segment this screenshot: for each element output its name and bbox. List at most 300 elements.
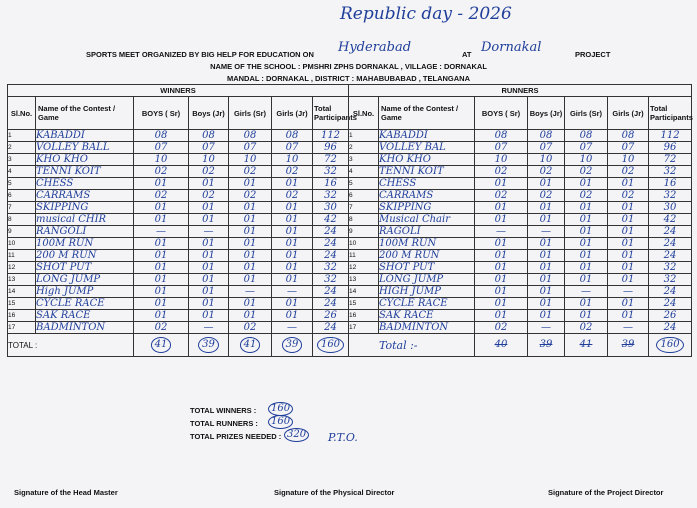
girls-jr-cell: 01 [272, 202, 313, 214]
boys-sr-cell: 02 [134, 190, 189, 202]
boys-sr-cell: 01 [475, 262, 528, 274]
girls-sr-cell: 01 [229, 202, 272, 214]
game-cell: SAK RACE [379, 310, 475, 322]
sl-cell: 14 [8, 286, 36, 298]
game-cell: CHESS [36, 178, 134, 190]
girls-sr-cell: 01 [229, 310, 272, 322]
girls-jr-cell: 01 [272, 238, 313, 250]
organizer-at: AT [462, 50, 472, 59]
girls-jr-cell: 02 [272, 190, 313, 202]
total-cell: 24 [649, 250, 692, 262]
boys-sr-cell: 10 [475, 154, 528, 166]
sl-cell: 3 [349, 154, 379, 166]
winners-total-label: TOTAL : [8, 334, 134, 357]
girls-jr-cell: 01 [272, 226, 313, 238]
boys-jr-cell: 01 [189, 298, 229, 310]
winners-total-boys-sr: 41 [134, 334, 189, 357]
table-row [8, 250, 349, 262]
boys-jr-cell: 01 [528, 238, 565, 250]
girls-jr-cell: — [272, 322, 313, 334]
total-cell: 26 [649, 310, 692, 322]
sl-cell: 13 [8, 274, 36, 286]
boys-sr-cell: 01 [475, 286, 528, 298]
boys-sr-cell: 02 [134, 166, 189, 178]
girls-sr-cell: 01 [229, 226, 272, 238]
boys-sr-cell: 01 [134, 310, 189, 322]
game-cell: TENNI KOIT [379, 166, 475, 178]
girls-sr-cell: 01 [565, 310, 608, 322]
girls-sr-cell: 02 [229, 322, 272, 334]
boys-jr-cell: 01 [528, 298, 565, 310]
girls-sr-cell: 02 [229, 166, 272, 178]
girls-sr-cell: — [229, 286, 272, 298]
girls-jr-cell: 01 [608, 214, 649, 226]
table-row [8, 142, 349, 154]
boys-sr-cell: 07 [475, 142, 528, 154]
table-row [349, 238, 692, 250]
boys-sr-cell: 01 [475, 178, 528, 190]
runners-total-boys-jr: 39 [528, 334, 565, 357]
game-cell: RANGOLI [36, 226, 134, 238]
boys-jr-cell: 10 [189, 154, 229, 166]
runners-total-girls-sr: 41 [565, 334, 608, 357]
game-cell: 200 M RUN [36, 250, 134, 262]
girls-jr-cell: 10 [272, 154, 313, 166]
boys-jr-cell: 08 [528, 130, 565, 142]
boys-jr-cell: 01 [189, 274, 229, 286]
total-cell: 112 [313, 130, 349, 142]
game-cell: 200 M RUN [379, 250, 475, 262]
sl-cell: 12 [349, 262, 379, 274]
game-cell: KABADDI [379, 130, 475, 142]
girls-jr-cell: 01 [272, 262, 313, 274]
girls-jr-cell: 01 [608, 226, 649, 238]
boys-sr-cell: 01 [475, 202, 528, 214]
winners-total-girls-sr: 41 [229, 334, 272, 357]
runners-total-all: 160 [649, 334, 692, 357]
boys-sr-cell: 07 [134, 142, 189, 154]
table-row [349, 262, 692, 274]
sl-cell: 1 [349, 130, 379, 142]
boys-jr-cell: 01 [189, 310, 229, 322]
total-cell: 24 [649, 298, 692, 310]
game-cell: Musical Chair [379, 214, 475, 226]
sl-cell: 4 [8, 166, 36, 178]
girls-sr-cell: 08 [229, 130, 272, 142]
game-cell: SAK RACE [36, 310, 134, 322]
game-cell: KHO KHO [36, 154, 134, 166]
sl-cell: 15 [8, 298, 36, 310]
girls-sr-cell: 01 [229, 250, 272, 262]
total-cell: 32 [313, 274, 349, 286]
game-cell: musical CHIR [36, 214, 134, 226]
girls-jr-cell: 01 [608, 238, 649, 250]
boys-jr-cell: 01 [528, 286, 565, 298]
girls-sr-cell: 02 [565, 166, 608, 178]
runners-boys-jr-header: Boys (Jr) [528, 97, 565, 130]
winners-total-header: Total Participants [313, 97, 349, 130]
boys-jr-cell: 01 [189, 202, 229, 214]
sl-cell: 5 [349, 178, 379, 190]
total-runners-label: TOTAL RUNNERS : [190, 419, 258, 428]
total-cell: 30 [313, 202, 349, 214]
boys-jr-cell: 01 [528, 274, 565, 286]
boys-jr-cell: 01 [189, 238, 229, 250]
boys-sr-cell: 01 [475, 250, 528, 262]
boys-sr-cell: 08 [134, 130, 189, 142]
sl-cell: 10 [8, 238, 36, 250]
total-prizes-value: 320 [284, 428, 309, 442]
total-winners-label: TOTAL WINNERS : [190, 406, 257, 415]
table-row [8, 262, 349, 274]
table-row [349, 190, 692, 202]
total-cell: 24 [313, 226, 349, 238]
table-row [349, 142, 692, 154]
game-cell: LONG JUMP [379, 274, 475, 286]
boys-jr-cell: 07 [528, 142, 565, 154]
total-cell: 26 [313, 310, 349, 322]
girls-jr-cell: 01 [608, 250, 649, 262]
game-cell: CARRAMS [379, 190, 475, 202]
boys-sr-cell: 01 [134, 238, 189, 250]
girls-jr-cell: 01 [272, 214, 313, 226]
winners-body [8, 130, 349, 334]
total-cell: 96 [649, 142, 692, 154]
game-cell: SKIPPING [36, 202, 134, 214]
sl-cell: 13 [349, 274, 379, 286]
girls-jr-cell: 01 [608, 274, 649, 286]
organizer-mandal: Dornakal [481, 40, 542, 55]
girls-sr-cell: 01 [229, 298, 272, 310]
girls-jr-cell: 01 [272, 310, 313, 322]
sl-cell: 11 [349, 250, 379, 262]
game-cell: SHOT PUT [36, 262, 134, 274]
game-cell: SKIPPING [379, 202, 475, 214]
girls-jr-cell: 01 [272, 250, 313, 262]
girls-jr-cell: 01 [608, 310, 649, 322]
girls-sr-cell: 07 [229, 142, 272, 154]
boys-sr-cell: 01 [475, 310, 528, 322]
boys-sr-cell: 01 [475, 238, 528, 250]
sl-cell: 8 [8, 214, 36, 226]
boys-jr-cell: 02 [189, 190, 229, 202]
boys-sr-cell: 01 [134, 262, 189, 274]
school-line: NAME OF THE SCHOOL : PMSHRI ZPHS DORNAKAL , VILLAGE : DORNAKAL [210, 62, 487, 71]
girls-jr-cell: 01 [608, 298, 649, 310]
organizer-suffix: PROJECT [575, 50, 611, 59]
sl-cell: 8 [349, 214, 379, 226]
boys-sr-cell: — [134, 226, 189, 238]
table-row [8, 190, 349, 202]
boys-sr-cell: 01 [134, 250, 189, 262]
girls-jr-cell: 01 [608, 178, 649, 190]
girls-sr-cell: 01 [565, 274, 608, 286]
signature-head-master: Signature of the Head Master [14, 488, 118, 497]
girls-jr-cell: 08 [608, 130, 649, 142]
runners-total-girls-jr: 39 [608, 334, 649, 357]
signature-project-director: Signature of the Project Director [548, 488, 664, 497]
boys-jr-cell: 01 [528, 202, 565, 214]
boys-sr-cell: 02 [475, 190, 528, 202]
boys-jr-cell: 01 [528, 310, 565, 322]
girls-sr-cell: 01 [229, 178, 272, 190]
girls-sr-cell: 01 [565, 238, 608, 250]
sl-cell: 16 [8, 310, 36, 322]
total-cell: 24 [649, 238, 692, 250]
total-cell: 32 [313, 262, 349, 274]
boys-jr-cell: 01 [189, 286, 229, 298]
total-cell: 16 [649, 178, 692, 190]
boys-jr-cell: 01 [189, 214, 229, 226]
total-cell: 72 [313, 154, 349, 166]
boys-sr-cell: 01 [134, 298, 189, 310]
total-cell: 112 [649, 130, 692, 142]
sl-cell: 2 [8, 142, 36, 154]
table-row [8, 238, 349, 250]
boys-sr-cell: 02 [475, 166, 528, 178]
game-cell: CARRAMS [36, 190, 134, 202]
girls-jr-cell: 08 [272, 130, 313, 142]
girls-sr-cell: 01 [565, 250, 608, 262]
girls-sr-cell: 01 [229, 274, 272, 286]
girls-sr-cell: 01 [565, 214, 608, 226]
girls-sr-cell: 02 [229, 190, 272, 202]
sl-cell: 9 [8, 226, 36, 238]
table-row [8, 310, 349, 322]
sl-cell: 14 [349, 286, 379, 298]
boys-sr-cell: 01 [134, 202, 189, 214]
boys-sr-cell: 01 [475, 274, 528, 286]
girls-jr-cell: 01 [608, 262, 649, 274]
girls-sr-cell: 01 [565, 226, 608, 238]
girls-jr-cell: 01 [608, 202, 649, 214]
table-row [349, 286, 692, 298]
winners-girls-sr-header: Girls (Sr) [229, 97, 272, 130]
table-row [8, 286, 349, 298]
total-winners-value: 160 [268, 402, 293, 416]
winners-title: WINNERS [8, 85, 349, 97]
winners-boys-jr-header: Boys (Jr) [189, 97, 229, 130]
winners-girls-jr-header: Girls (Jr) [272, 97, 313, 130]
table-row [349, 322, 692, 334]
pto-note: P.T.O. [328, 431, 358, 444]
girls-jr-cell: 07 [272, 142, 313, 154]
boys-sr-cell: 01 [134, 214, 189, 226]
table-row [349, 214, 692, 226]
game-cell: High JUMP [36, 286, 134, 298]
girls-jr-cell: 01 [272, 274, 313, 286]
total-cell: 96 [313, 142, 349, 154]
girls-sr-cell: 01 [565, 298, 608, 310]
table-row [349, 250, 692, 262]
sl-cell: 16 [349, 310, 379, 322]
total-cell: 32 [649, 274, 692, 286]
boys-sr-cell: 01 [475, 214, 528, 226]
sl-cell: 11 [8, 250, 36, 262]
runners-total-label: Total :- [349, 334, 475, 357]
boys-jr-cell: — [189, 322, 229, 334]
mandal-line: MANDAL : DORNAKAL , DISTRICT : MAHABUBABAD , TELANGANA [226, 74, 471, 83]
table-row [349, 274, 692, 286]
runners-table [348, 84, 692, 357]
winners-sl-header: Sl.No. [8, 97, 36, 130]
girls-sr-cell: 01 [229, 214, 272, 226]
boys-sr-cell: 01 [134, 178, 189, 190]
total-cell: 32 [649, 166, 692, 178]
total-cell: 24 [313, 286, 349, 298]
sl-cell: 7 [8, 202, 36, 214]
game-cell: TENNI KOIT [36, 166, 134, 178]
game-cell: 100M RUN [36, 238, 134, 250]
table-row [8, 274, 349, 286]
total-cell: 24 [313, 250, 349, 262]
table-row [349, 166, 692, 178]
table-row [8, 298, 349, 310]
game-cell: CYCLE RACE [379, 298, 475, 310]
girls-sr-cell: 01 [565, 178, 608, 190]
total-cell: 32 [313, 190, 349, 202]
sl-cell: 9 [349, 226, 379, 238]
boys-jr-cell: 01 [189, 178, 229, 190]
sl-cell: 4 [349, 166, 379, 178]
winners-total-all: 160 [313, 334, 349, 357]
girls-jr-cell: 01 [272, 298, 313, 310]
table-row [8, 202, 349, 214]
girls-sr-cell: 10 [229, 154, 272, 166]
total-prizes-label: TOTAL PRIZES NEEDED : [190, 432, 282, 441]
girls-jr-cell: 01 [272, 178, 313, 190]
boys-jr-cell: 07 [189, 142, 229, 154]
boys-jr-cell: 01 [528, 262, 565, 274]
table-row [8, 178, 349, 190]
girls-sr-cell: — [565, 286, 608, 298]
sl-cell: 7 [349, 202, 379, 214]
game-cell: BADMINTON [379, 322, 475, 334]
game-cell: VOLLEY BAL [379, 142, 475, 154]
sl-cell: 10 [349, 238, 379, 250]
runners-girls-sr-header: Girls (Sr) [565, 97, 608, 130]
sl-cell: 2 [349, 142, 379, 154]
table-row [349, 178, 692, 190]
runners-game-header: Name of the Contest / Game [379, 97, 475, 130]
girls-sr-cell: 01 [229, 238, 272, 250]
sl-cell: 3 [8, 154, 36, 166]
girls-jr-cell: — [608, 286, 649, 298]
sl-cell: 12 [8, 262, 36, 274]
sl-cell: 17 [8, 322, 36, 334]
table-row [349, 130, 692, 142]
girls-sr-cell: 02 [565, 322, 608, 334]
game-cell: KHO KHO [379, 154, 475, 166]
sl-cell: 6 [349, 190, 379, 202]
boys-jr-cell: 02 [528, 166, 565, 178]
table-row [349, 154, 692, 166]
organizer-place: Hyderabad [338, 40, 412, 55]
sl-cell: 17 [349, 322, 379, 334]
game-cell: SHOT PUT [379, 262, 475, 274]
girls-sr-cell: 01 [229, 262, 272, 274]
winners-total-boys-jr: 39 [189, 334, 229, 357]
game-cell: RAGOLI [379, 226, 475, 238]
girls-sr-cell: 08 [565, 130, 608, 142]
boys-sr-cell: 01 [134, 274, 189, 286]
total-cell: 24 [313, 238, 349, 250]
runners-boys-sr-header: BOYS ( Sr) [475, 97, 528, 130]
republic-day-heading: Republic day - 2026 [340, 4, 512, 24]
girls-jr-cell: 10 [608, 154, 649, 166]
table-row [8, 130, 349, 142]
total-cell: 24 [313, 322, 349, 334]
girls-jr-cell: 02 [608, 166, 649, 178]
boys-jr-cell: 01 [189, 262, 229, 274]
sl-cell: 15 [349, 298, 379, 310]
winners-boys-sr-header: BOYS ( Sr) [134, 97, 189, 130]
total-cell: 32 [649, 190, 692, 202]
runners-body [349, 130, 692, 334]
game-cell: BADMINTON [36, 322, 134, 334]
table-row [8, 322, 349, 334]
boys-jr-cell: — [528, 322, 565, 334]
boys-jr-cell: — [189, 226, 229, 238]
boys-sr-cell: 10 [134, 154, 189, 166]
table-row [349, 310, 692, 322]
girls-sr-cell: 02 [565, 190, 608, 202]
table-row [8, 214, 349, 226]
winners-game-header: Name of the Contest / Game [36, 97, 134, 130]
total-cell: 24 [313, 298, 349, 310]
game-cell: CHESS [379, 178, 475, 190]
signature-physical-director: Signature of the Physical Director [274, 488, 395, 497]
game-cell: VOLLEY BALL [36, 142, 134, 154]
total-cell: 30 [649, 202, 692, 214]
boys-jr-cell: 02 [528, 190, 565, 202]
boys-jr-cell: 01 [528, 178, 565, 190]
girls-jr-cell: 07 [608, 142, 649, 154]
boys-jr-cell: — [528, 226, 565, 238]
game-cell: LONG JUMP [36, 274, 134, 286]
game-cell: 100M RUN [379, 238, 475, 250]
table-row [349, 226, 692, 238]
boys-sr-cell: — [475, 226, 528, 238]
girls-jr-cell: 02 [608, 190, 649, 202]
runners-title: RUNNERS [349, 85, 692, 97]
total-cell: 24 [649, 286, 692, 298]
table-row [349, 202, 692, 214]
boys-sr-cell: 01 [475, 298, 528, 310]
runners-girls-jr-header: Girls (Jr) [608, 97, 649, 130]
total-cell: 32 [313, 166, 349, 178]
total-cell: 42 [313, 214, 349, 226]
game-cell: HIGH JUMP [379, 286, 475, 298]
total-runners-value: 160 [268, 415, 293, 429]
girls-sr-cell: 07 [565, 142, 608, 154]
game-cell: CYCLE RACE [36, 298, 134, 310]
boys-jr-cell: 01 [528, 214, 565, 226]
boys-jr-cell: 08 [189, 130, 229, 142]
boys-sr-cell: 08 [475, 130, 528, 142]
game-cell: KABADDI [36, 130, 134, 142]
girls-jr-cell: 02 [272, 166, 313, 178]
table-row [8, 154, 349, 166]
girls-sr-cell: 01 [565, 262, 608, 274]
boys-sr-cell: 02 [475, 322, 528, 334]
total-cell: 72 [649, 154, 692, 166]
boys-jr-cell: 01 [189, 250, 229, 262]
boys-jr-cell: 10 [528, 154, 565, 166]
boys-sr-cell: 01 [134, 286, 189, 298]
organizer-prefix: SPORTS MEET ORGANIZED BY BIG HELP FOR EDUCATION ON [86, 50, 314, 59]
table-row [8, 226, 349, 238]
